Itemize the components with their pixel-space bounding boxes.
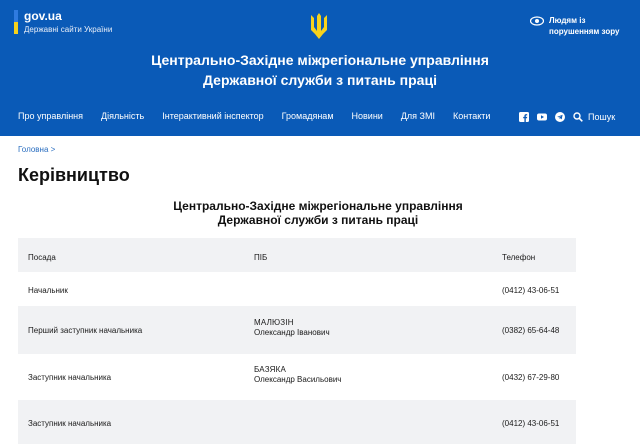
nav-item-news[interactable]: Новини	[351, 111, 383, 121]
gov-ua-title[interactable]: gov.ua	[24, 9, 62, 23]
social-links	[519, 112, 615, 122]
org-title-line1: Центрально-Західне міжрегіональне управління	[151, 52, 489, 68]
search-icon[interactable]	[573, 112, 583, 122]
accessibility-label-line2: порушенням зору	[549, 27, 620, 36]
column-header-name: ПІБ	[254, 253, 268, 262]
gov-ua-subtitle[interactable]: Державні сайти України	[24, 25, 113, 34]
leadership-table	[18, 238, 576, 444]
trident-emblem-icon	[308, 12, 330, 40]
organization-title	[0, 50, 640, 90]
phone-cell: (0432) 67-29-80	[502, 373, 560, 382]
nav-item-media[interactable]: Для ЗМІ	[400, 111, 435, 121]
position-cell: Начальник	[28, 286, 68, 295]
search-label[interactable]: Пошук	[588, 112, 616, 122]
surname-text: БАЗЯКА	[254, 365, 287, 374]
table-row	[18, 400, 576, 444]
position-cell: Перший заступник начальника	[28, 326, 143, 335]
section-title	[140, 199, 496, 227]
main-nav	[18, 111, 508, 121]
breadcrumb[interactable]: Головна >	[18, 145, 56, 154]
accessibility-link[interactable]	[530, 15, 619, 37]
phone-cell: (0412) 43-06-51	[502, 286, 560, 295]
full-name-cell	[254, 318, 330, 338]
eye-icon	[530, 16, 544, 26]
table-row	[18, 354, 576, 400]
site-header	[0, 0, 640, 136]
youtube-icon[interactable]	[537, 112, 547, 122]
phone-cell: (0412) 43-06-51	[502, 419, 560, 428]
full-name-cell	[254, 365, 341, 385]
phone-cell: (0382) 65-64-48	[502, 326, 560, 335]
nav-item-interactive-inspector[interactable]: Інтерактивний інспектор	[162, 111, 264, 121]
given-name-text: Олександр Іванович	[254, 328, 330, 337]
table-row	[18, 272, 576, 306]
ukraine-flag-icon	[14, 10, 18, 34]
org-title-line2: Державної служби з питань праці	[203, 72, 437, 88]
nav-item-about[interactable]: Про управління	[18, 111, 84, 121]
page-title: Керівництво	[18, 165, 130, 185]
position-cell: Заступник начальника	[28, 373, 112, 382]
gov-ua-logo[interactable]	[14, 10, 112, 37]
surname-text: МАЛЮЗІН	[254, 318, 294, 327]
column-header-phone: Телефон	[502, 253, 536, 262]
position-cell: Заступник начальника	[28, 419, 112, 428]
section-title-line2: Державної служби з питань праці	[217, 213, 419, 227]
column-header-position: Посада	[28, 253, 56, 262]
telegram-icon[interactable]	[555, 112, 565, 122]
given-name-text: Олександр Васильович	[254, 375, 342, 384]
section-title-line1: Центрально-Західне міжрегіональне управління	[173, 199, 463, 213]
accessibility-label-line1: Людям із	[549, 16, 586, 25]
table-row	[18, 306, 576, 354]
nav-item-citizens[interactable]: Громадянам	[281, 111, 334, 121]
nav-item-activity[interactable]: Діяльність	[101, 111, 145, 121]
facebook-icon[interactable]	[519, 112, 529, 122]
nav-item-contacts[interactable]: Контакти	[452, 111, 491, 121]
table-header-row	[18, 238, 576, 272]
